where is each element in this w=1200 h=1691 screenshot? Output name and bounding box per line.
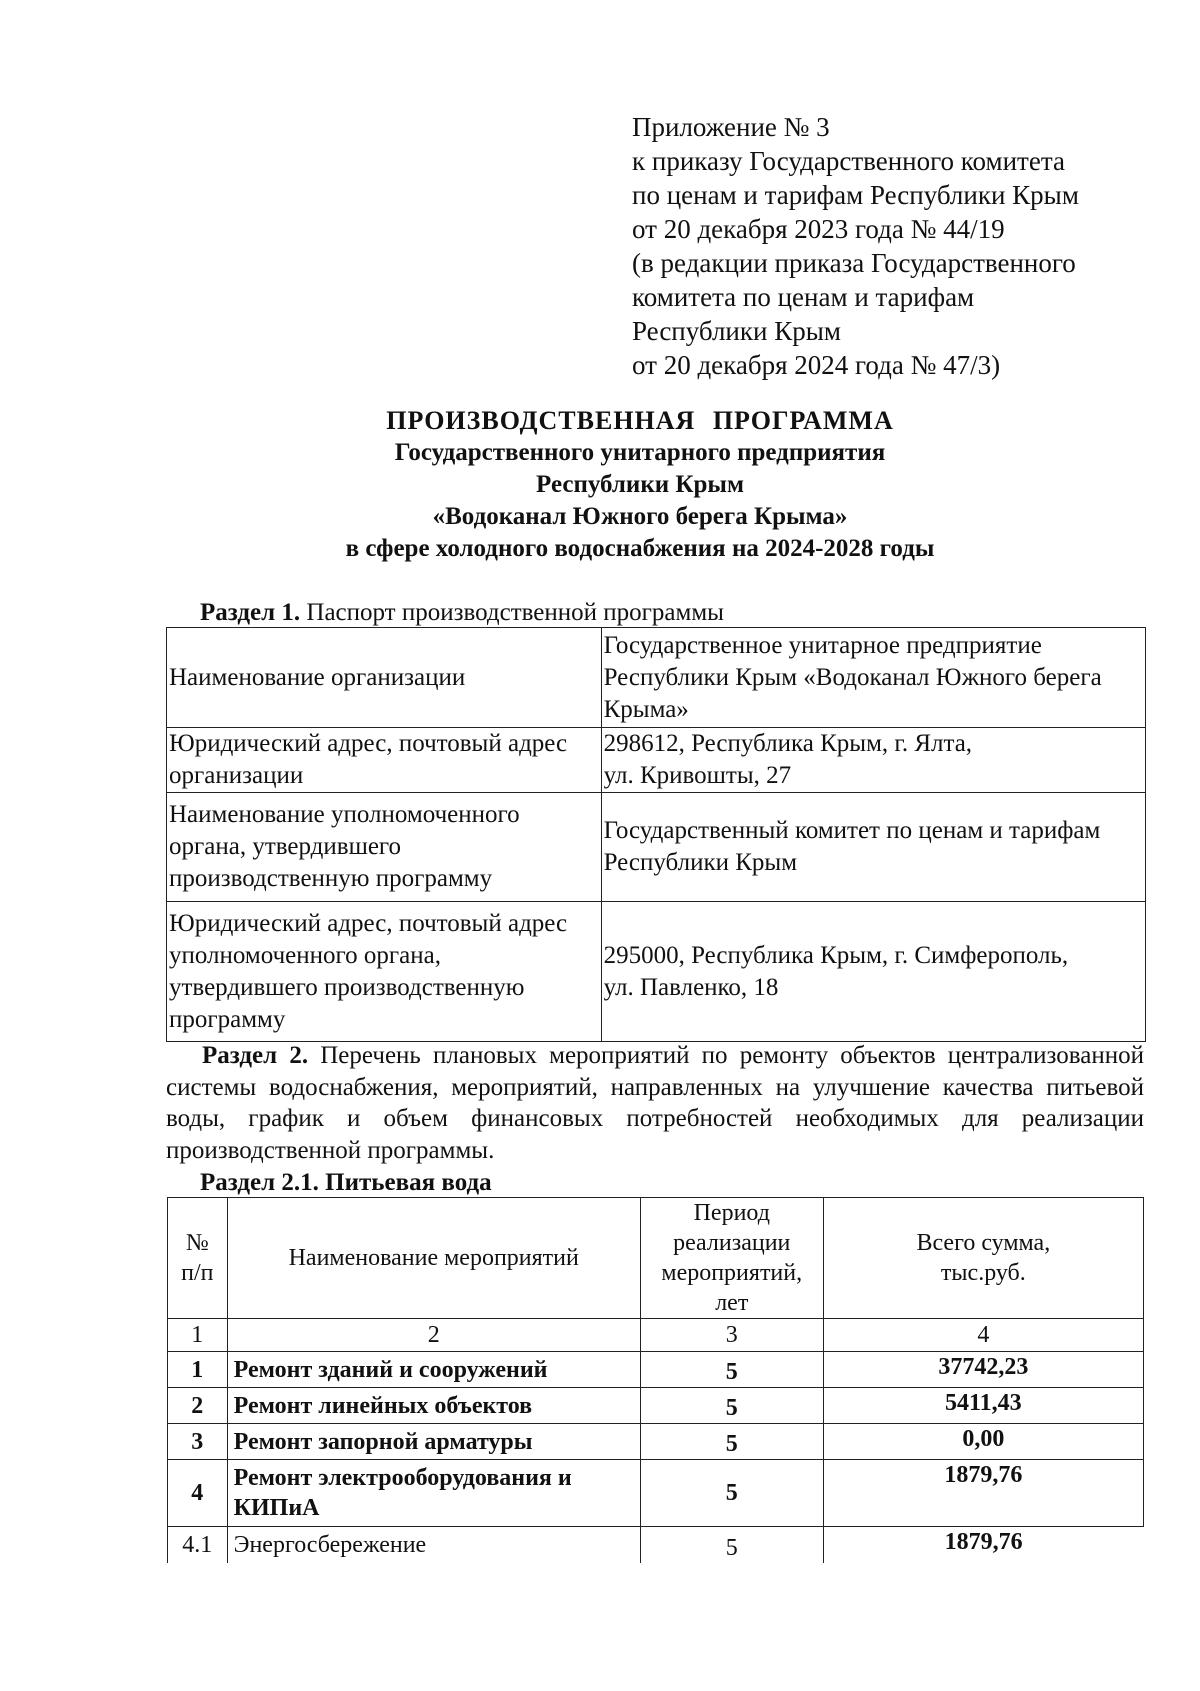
- row-sum: 37742,23: [823, 1352, 1143, 1388]
- passport-value-line: ул. Кривошты, 27: [603, 762, 792, 789]
- table-row: [168, 1388, 1144, 1424]
- appendix-line: (в редакции приказа Государственного: [632, 248, 1076, 278]
- measures-header-row: [168, 1198, 1144, 1319]
- passport-label-cell: [167, 793, 602, 902]
- row-name: Ремонт запорной арматуры: [227, 1424, 640, 1460]
- appendix-line: по ценам и тарифам Республики Крым: [632, 180, 1079, 210]
- passport-value-line: Государственный комитет по ценам и тарифам: [603, 817, 1101, 844]
- table-row: [168, 1527, 1144, 1563]
- passport-row: [167, 728, 1146, 793]
- row-num: 3: [168, 1424, 228, 1460]
- row-sum: 5411,43: [823, 1388, 1143, 1424]
- section1-heading: [200, 598, 724, 628]
- row-name: Ремонт зданий и сооружений: [227, 1352, 640, 1388]
- passport-table: [166, 627, 1146, 1042]
- document-title: [160, 405, 1120, 565]
- passport-value-line: Республики Крым «Водоканал Южного берега: [603, 663, 1102, 691]
- title-line: Государственного унитарного предприятия: [394, 439, 886, 466]
- table-row: [168, 1352, 1144, 1388]
- table-row: [168, 1460, 1144, 1527]
- passport-value-cell: [601, 728, 1145, 793]
- passport-label-line: организации: [169, 762, 304, 789]
- row-period: 5: [640, 1527, 823, 1563]
- passport-label-line: Юридический адрес, почтовый адрес: [169, 909, 568, 937]
- header-sum-line: тыс.руб.: [940, 1260, 1026, 1286]
- row-name: Ремонт электрооборудования и КИПиА: [227, 1460, 640, 1527]
- row-name: Ремонт линейных объектов: [227, 1388, 640, 1424]
- header-period-line: реализации: [673, 1230, 791, 1256]
- passport-label-line: производственную программу: [169, 865, 493, 892]
- passport-value-line: 298612, Республика Крым, г. Ялта,: [603, 730, 973, 757]
- header-period-line: мероприятий,: [661, 1260, 803, 1286]
- row-sum: 1879,76: [823, 1460, 1143, 1527]
- title-line: ПРОИЗВОДСТВЕННАЯ ПРОГРАММА: [386, 406, 894, 435]
- passport-value-line: Республики Крым: [603, 849, 798, 876]
- passport-label-line: Наименование организации: [169, 663, 466, 691]
- header-period-line: лет: [715, 1290, 749, 1316]
- appendix-line: от 20 декабря 2024 года № 47/3): [632, 350, 1001, 380]
- index-cell: 3: [640, 1319, 823, 1352]
- passport-value-line: ул. Павленко, 18: [603, 973, 779, 1001]
- appendix-line: Приложение № 3: [632, 112, 830, 142]
- passport-label-line: утвердившего производственную: [169, 973, 525, 1001]
- title-line: Республики Крым: [536, 471, 744, 498]
- header-num-line: п/п: [181, 1260, 214, 1286]
- index-cell: 4: [823, 1319, 1143, 1352]
- header-name: Наименование мероприятий: [227, 1198, 640, 1319]
- passport-row: [167, 628, 1146, 728]
- appendix-reference: [632, 110, 1152, 382]
- index-cell: 1: [168, 1319, 228, 1352]
- passport-label-line: Юридический адрес, почтовый адрес: [169, 730, 568, 757]
- row-num: 1: [168, 1352, 228, 1388]
- section1-heading-text: Паспорт производственной программы: [300, 599, 724, 626]
- header-sum: [823, 1198, 1143, 1319]
- passport-label-line: программу: [169, 1005, 286, 1033]
- title-line: «Водоканал Южного берега Крыма»: [432, 503, 848, 530]
- measures-table: [167, 1197, 1144, 1563]
- header-num-line: №: [185, 1230, 209, 1256]
- passport-row: [167, 793, 1146, 902]
- row-sum: 1879,76: [823, 1527, 1143, 1563]
- passport-label-cell: [167, 902, 602, 1042]
- passport-value-cell: [601, 902, 1145, 1042]
- title-line: в сфере холодного водоснабжения на 2024-2028 годы: [345, 535, 935, 562]
- row-num: 4.1: [168, 1527, 228, 1563]
- table-row: [168, 1424, 1144, 1460]
- section21-heading: Раздел 2.1. Питьевая вода: [200, 1169, 492, 1196]
- measures-index-row: [168, 1319, 1144, 1352]
- appendix-line: комитета по ценам и тарифам: [632, 282, 975, 312]
- row-period: 5: [640, 1460, 823, 1527]
- passport-label-line: органа, утвердившего: [169, 833, 402, 860]
- index-cell: 2: [227, 1319, 640, 1352]
- passport-label-line: уполномоченного органа,: [169, 941, 441, 969]
- row-sum: 0,00: [823, 1424, 1143, 1460]
- section2-text: Перечень плановых мероприятий по ремонту объектов централизованной системы водоснабжения, мероприятий, направленных на улучшение качества питьевой воды, график и объем финансовых потребностей необходимых для реализации производственной программы.: [166, 1042, 1144, 1164]
- passport-value-line: Государственное унитарное предприятие: [603, 631, 1042, 659]
- appendix-line: от 20 декабря 2023 года № 44/19: [632, 214, 1005, 244]
- row-period: 5: [640, 1352, 823, 1388]
- section2-paragraph: [166, 1040, 1144, 1166]
- appendix-line: Республики Крым: [632, 316, 841, 346]
- section1-label: Раздел 1.: [200, 599, 301, 626]
- passport-label-cell: [167, 728, 602, 793]
- appendix-line: к приказу Государственного комитета: [632, 146, 1065, 176]
- header-period: [640, 1198, 823, 1319]
- passport-value-line: 295000, Республика Крым, г. Симферополь,: [603, 941, 1069, 969]
- row-period: 5: [640, 1424, 823, 1460]
- section2-label: Раздел 2.: [202, 1042, 309, 1069]
- passport-row: [167, 902, 1146, 1042]
- passport-value-cell: [601, 793, 1145, 902]
- row-num: 2: [168, 1388, 228, 1424]
- passport-value-line: Крыма»: [603, 695, 689, 723]
- passport-value-cell: [601, 628, 1145, 728]
- passport-label-cell: [167, 628, 602, 728]
- row-period: 5: [640, 1388, 823, 1424]
- row-num: 4: [168, 1460, 228, 1527]
- passport-label-line: Наименование уполномоченного: [169, 801, 520, 828]
- header-num: [168, 1198, 228, 1319]
- header-sum-line: Всего сумма,: [916, 1230, 1051, 1256]
- row-name: Энергосбережение: [227, 1527, 640, 1563]
- header-period-line: Период: [693, 1200, 770, 1226]
